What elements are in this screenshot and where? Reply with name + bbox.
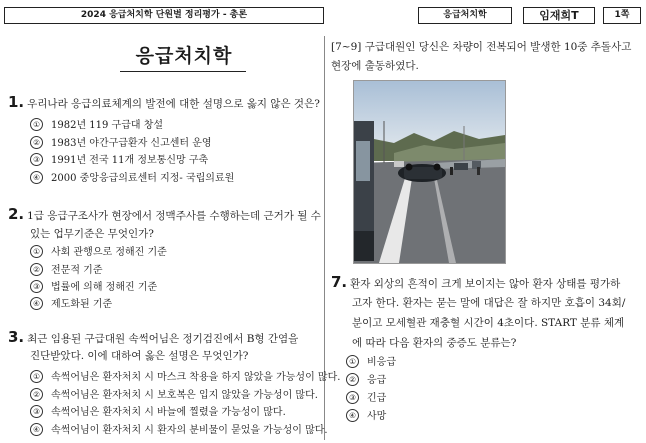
title-underline	[120, 71, 246, 72]
option-mark: ①	[30, 118, 43, 131]
main-title: 응급처치학	[135, 45, 233, 67]
option-text: 비응급	[367, 357, 396, 368]
option-text: 속썩어님은 환자처치 시 보호복은 입지 않았을 가능성이 많다.	[51, 390, 318, 401]
header-title: 2024 응급처치학 단원별 정리평가 - 총론	[4, 7, 324, 24]
scenario-line-1: [7~9] 구급대원인 당신은 차량이 전복되어 발생한 10중 추돌사고	[331, 41, 632, 53]
option-text: 1982년 119 구급대 창설	[51, 120, 164, 131]
scenario-text	[331, 38, 643, 76]
option-mark: ②	[346, 373, 359, 386]
q1-option-1	[30, 118, 163, 133]
option-text: 속썩어님은 환자처치 시 마스크 착용을 하지 않았을 가능성이 많다.	[51, 372, 341, 383]
option-mark: ③	[346, 391, 359, 404]
question-text: 1급 응급구조사가 현장에서 정맥주사를 수행하는데 근거가 될 수	[27, 210, 321, 222]
q1-option-2	[30, 136, 212, 151]
option-mark: ①	[30, 245, 43, 258]
option-text: 법률에 의해 정해진 기준	[51, 282, 158, 293]
question-7-line-2: 고자 한다. 환자는 묻는 말에 대답은 잘 하지만 호흡이 34회/	[352, 297, 626, 309]
q3-option-1	[30, 370, 340, 385]
option-mark: ④	[30, 171, 43, 184]
q2-option-3	[30, 280, 157, 295]
question-3-line-2: 진단받았다. 이에 대하여 옳은 설명은 무엇인가?	[30, 350, 249, 362]
question-text: 환자 외상의 흔적이 크게 보이지는 않아 환자 상태를 평가하	[350, 278, 621, 290]
q1-option-4	[30, 171, 234, 186]
question-number: 2.	[8, 205, 25, 223]
option-mark: ①	[30, 370, 43, 383]
option-text: 사회 관행으로 정해진 기준	[51, 247, 167, 258]
option-mark: ③	[30, 280, 43, 293]
q1-option-3	[30, 153, 208, 168]
q3-option-2	[30, 388, 318, 403]
option-text: 2000 중앙응급의료센터 지정- 국립의료원	[51, 173, 235, 184]
q7-option-1	[346, 355, 396, 370]
option-text: 1991년 전국 11개 정보통신망 구축	[51, 155, 209, 166]
option-mark: ②	[30, 388, 43, 401]
option-mark: ④	[30, 423, 43, 436]
overturned-car-photo	[353, 80, 506, 264]
option-text: 긴급	[367, 393, 387, 404]
page-header	[0, 0, 646, 30]
option-mark: ②	[30, 136, 43, 149]
question-1	[8, 92, 323, 114]
q2-option-4	[30, 297, 112, 312]
option-text: 사망	[367, 411, 387, 422]
q7-option-2	[346, 373, 386, 388]
q2-option-2	[30, 263, 102, 278]
option-mark: ②	[30, 263, 43, 276]
question-number: 3.	[8, 328, 25, 346]
option-text: 응급	[367, 375, 387, 386]
option-text: 1983년 야간구급환자 신고센터 운영	[51, 138, 212, 149]
option-text: 제도화된 기준	[51, 299, 113, 310]
q7-option-3	[346, 391, 386, 406]
q7-option-4	[346, 409, 386, 424]
q2-option-1	[30, 245, 167, 260]
question-2-line-2: 있는 업무기준은 무엇인가?	[30, 228, 154, 240]
q3-option-3	[30, 405, 286, 420]
question-7-line-3: 분이고 모세혈관 재충혈 시간이 4초이다. START 분류 체계	[352, 317, 625, 329]
option-mark: ④	[30, 297, 43, 310]
option-mark: ①	[346, 355, 359, 368]
question-7-line-4: 에 따라 다음 환자의 중증도 분류는?	[352, 337, 517, 349]
option-mark: ③	[30, 405, 43, 418]
header-author: 임재희T	[523, 7, 595, 24]
question-number: 1.	[8, 93, 25, 111]
q3-option-4	[30, 423, 328, 438]
question-text: 우리나라 응급의료체계의 발전에 대한 설명으로 옳지 않은 것은?	[27, 98, 320, 110]
option-mark: ③	[30, 153, 43, 166]
question-number: 7.	[331, 273, 348, 291]
question-text: 최근 임용된 구급대원 속썩어님은 정기검진에서 B형 간염을	[27, 333, 299, 345]
header-page-number: 1쪽	[603, 7, 641, 24]
option-text: 속썩어님이 환자처치 시 환자의 분비물이 묻었을 가능성이 많다.	[51, 425, 328, 436]
option-text: 속썩어님은 환자처치 시 바늘에 찔렸을 가능성이 많다.	[51, 407, 286, 418]
question-7	[331, 272, 643, 294]
header-subject: 응급처치학	[418, 7, 512, 24]
option-mark: ④	[346, 409, 359, 422]
question-2	[8, 204, 323, 226]
option-text: 전문적 기준	[51, 265, 103, 276]
scenario-line-2: 현장에 출동하였다.	[331, 60, 419, 72]
